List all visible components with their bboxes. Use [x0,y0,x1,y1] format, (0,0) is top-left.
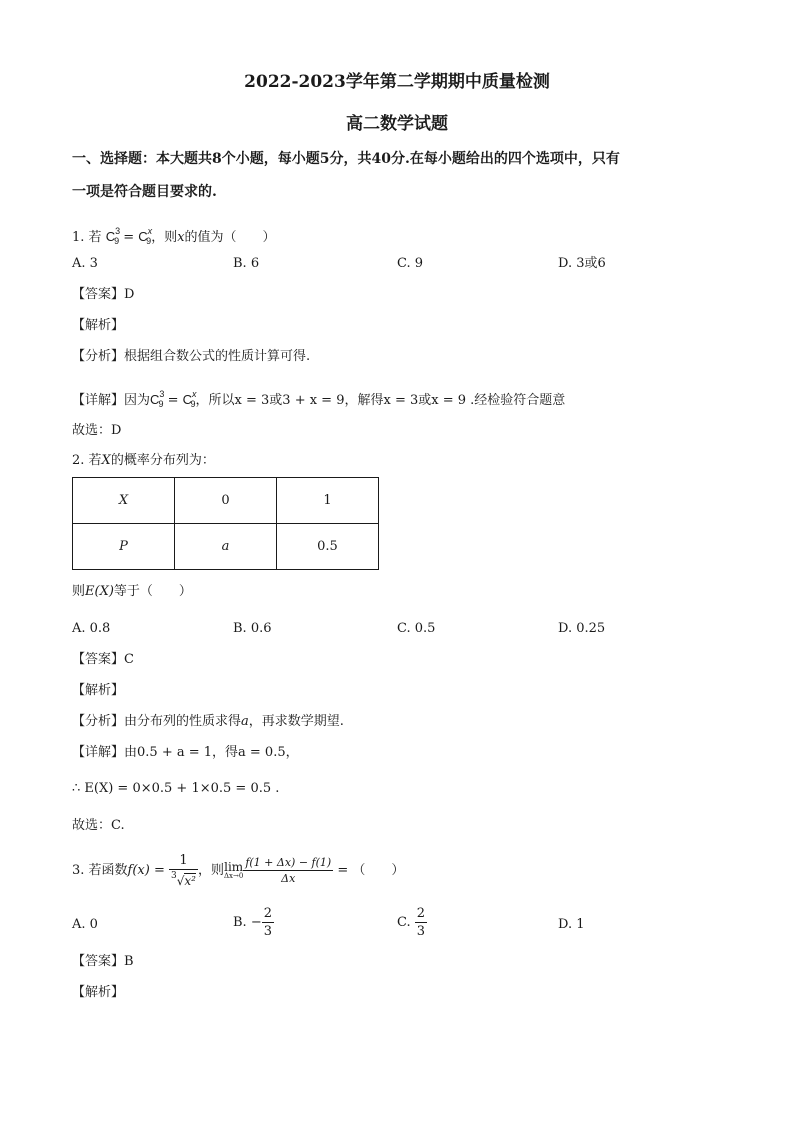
q2-analysis-title: 【解析】 [72,683,125,698]
q1-choose: 故选：D [72,423,122,438]
q3-answer-value: B [124,954,134,969]
section-heading-line1: 一、选择题：本大题共8个小题，每小题5分，共40分.在每小题给出的四个选项中，只有 [72,151,620,167]
q2-var: X [101,453,111,468]
table-cell: P [73,524,175,570]
q2-ask: 则E(X)等于（ ） [72,584,192,599]
q2-calc: ∴ E(X) = 0×0.5 + 1×0.5 = 0.5 . [72,781,280,796]
q3-option-b: B. − $\frac{2}{3}$ [233,906,273,939]
q2-detail-text: 由0.5 + a = 1，得a = 0.5， [124,745,299,760]
q3-answer: 【答案】B [72,954,134,969]
table-cell: X [73,478,175,524]
q1-detail-comb-left: $C^3_9$ [150,389,165,409]
q1-detail: 【详解】因为$C^3_9 = C^x_9$，所以x = 3或3 + x = 9，解得x = 3或x = 9 .经检验符合题意 [72,389,566,409]
q1-option-c: C. 9 [397,256,424,271]
q1-analysis-title: 【解析】 [72,318,125,333]
q2-choose-value: C. [111,818,125,833]
q2-option-d: D. 0.25 [558,621,606,636]
q3-difference-quotient: $\frac{f(1 + \Delta x) - f(1)}{\Delta x}$ [245,856,332,885]
table-row [73,524,379,570]
section-heading-line2: 一项是符合题目要求的. [72,184,217,200]
q1-equals: = [119,230,139,245]
q1-answer [72,286,134,304]
answer-label: 【答案】 [72,287,125,302]
distribution-table [72,477,379,570]
q3-analysis-title: 【解析】 [72,985,125,1000]
q2-option-a: A. 0.8 [72,621,111,636]
q1-mid: ，则 [151,230,178,245]
q1-option-b: B. 6 [233,256,260,271]
q1-number: 1. 若 [72,230,102,245]
q1-analysis-text: 根据组合数公式的性质计算可得. [124,349,311,364]
q1-choose-value: D [111,423,122,438]
q2-option-b: B. 0.6 [233,621,272,636]
q3-stem: 3. 若函数f(x) = $\frac{1}{^3√x^2}$ ，则 lim Δx→0 $\frac{f(1 + \Delta x) - f(1)}{\Delta x}$ = （ ） [72,853,405,888]
q1-stem [72,222,276,250]
q2-choose: 故选：C. [72,818,125,833]
q1-option-d: D. 3或6 [558,256,606,271]
table-row [73,478,379,524]
q2-detail: 【详解】由0.5 + a = 1，得a = 0.5， [72,745,299,760]
q3-limit: lim Δx→0 [223,860,244,880]
q1-detail-text: ，所以x = 3或3 + x = 9，解得x = 3或x = 9 .经检验符合题意 [195,393,566,408]
table-cell: 0.5 [277,524,379,570]
q3-option-c: C. $\frac{2}{3}$ [397,906,426,939]
q3-option-a: A. 0 [72,917,98,932]
cube-root: $^3$√x² [171,871,196,888]
q2-answer-value: C [124,652,134,667]
q2-answer: 【答案】C [72,652,134,667]
exam-title: 2022-2023学年第二学期期中质量检测 [244,72,550,92]
q3-function-fraction: $\frac{1}{^3√x^2}$ [171,853,196,888]
q1-analysis: 【分析】根据组合数公式的性质计算可得. [72,349,311,364]
q2-stem: 2. 若X的概率分布列为： [72,453,215,468]
table-cell: a [175,524,277,570]
q1-comb-right: $C^x_9$ [138,226,153,246]
q1-detail-comb-right: $C^x_9$ [182,389,197,409]
q3-function: f(x) = [127,863,169,878]
q2-analysis: 【分析】由分布列的性质求得a，再求数学期望. [72,714,344,729]
table-cell: 1 [277,478,379,524]
exam-subtitle: 高二数学试题 [346,114,448,134]
q1-option-a: A. 3 [72,256,98,271]
q2-option-c: C. 0.5 [397,621,436,636]
q2-expectation: E(X) [85,584,114,599]
q1-var: x [177,230,185,245]
q1-answer-value: D [124,287,135,302]
q1-tail: 的值为（ ） [184,230,276,245]
q1-comb-left: $C^3_9$ [105,226,121,246]
q3-option-d: D. 1 [558,917,585,932]
table-cell: 0 [175,478,277,524]
